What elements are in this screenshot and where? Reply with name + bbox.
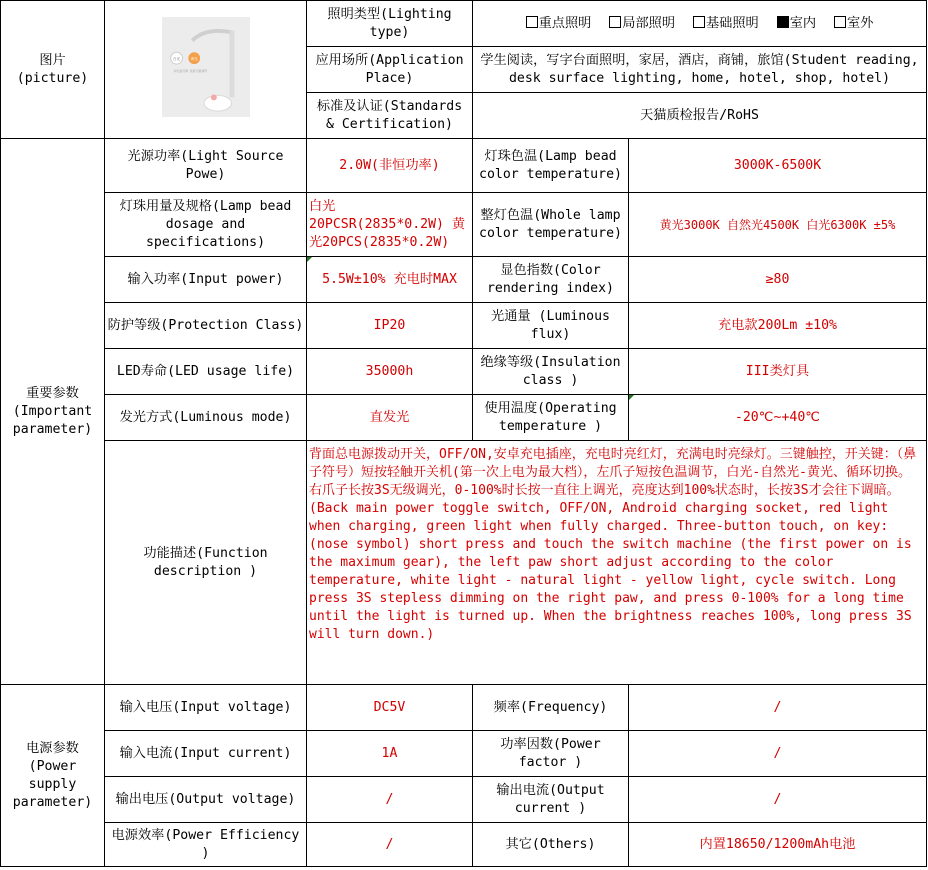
param-label: 绝缘等级(Insulation class ) [473, 349, 629, 395]
param-value: / [307, 823, 473, 867]
param-label: 防护等级(Protection Class) [105, 303, 307, 349]
param-value: / [307, 777, 473, 823]
checkbox-checked-icon [777, 16, 789, 28]
lighting-option[interactable]: 重点照明 [526, 16, 592, 31]
param-label: 频率(Frequency) [473, 685, 629, 731]
function-description: 背面总电源拨动开关，OFF/ON,安卓充电插座，充电时亮红灯，充满电时亮绿灯。三键触控，开关键：（鼻子符号）短按轻触开关机(第一次上电为最大档），左爪子短按色温调节，白光-自然光-黄光、循环切换。 右爪子长按3S无级调光，0-100%时长按一直往上调光，亮度达到100%状态时，长按3S才会往下调暗。(Back main power toggle switch, OFF/ON, Android charging socket, red light when charging, green light when fully charged. Three-button touch, on key: (nose symbol) short press and touch the switch machine (the first power on is the maximum gear), the left paw short adjust according to the color temperature, white light - natural light - yellow light, cycle switch. Long press 3S stepless dimming on the right paw, and press 0-100% for a long time until the light is turned up. When the brightness reaches 100%, long press 3S will turn down.) [307, 441, 927, 685]
cell-marker-icon [307, 257, 312, 262]
checkbox-icon [609, 16, 621, 28]
param-label: 灯珠色温(Lamp bead color temperature) [473, 139, 629, 193]
param-value: IP20 [307, 303, 473, 349]
param-label: 使用温度(Operating temperature ) [473, 395, 629, 441]
cell-marker-icon [629, 395, 634, 400]
photo-badge-right: 黄光 [190, 56, 198, 61]
param-value: / [629, 777, 927, 823]
param-value: 内置18650/1200mAh电池 [629, 823, 927, 867]
checkbox-icon [834, 16, 846, 28]
param-value: -20℃~+40℃ [629, 395, 927, 441]
lighting-option[interactable]: 基础照明 [693, 16, 759, 31]
param-label: 输出电压(Output voltage) [105, 777, 307, 823]
param-value: 白光 20PCSR(2835*0.2W) 黄光20PCS(2835*0.2W) [307, 193, 473, 257]
product-photo-cell [105, 1, 307, 139]
application-label: 应用场所(Application Place) [307, 47, 473, 93]
param-label: 输出电流(Output current ) [473, 777, 629, 823]
param-value: 1A [307, 731, 473, 777]
param-value: 黄光3000K 自然光4500K 白光6300K ±5% [629, 193, 927, 257]
param-value: III类灯具 [629, 349, 927, 395]
param-value: 2.0W(非恒功率) [307, 139, 473, 193]
param-label: 电源效率(Power Efficiency ) [105, 823, 307, 867]
standards-label: 标准及认证(Standards & Certification) [307, 93, 473, 139]
param-label: 输入电压(Input voltage) [105, 685, 307, 731]
param-label: 灯珠用量及规格(Lamp bead dosage and specifications) [105, 193, 307, 257]
param-value: 5.5W±10% 充电时MAX [307, 257, 473, 303]
lighting-option[interactable]: 室外 [834, 16, 873, 31]
param-label: 发光方式(Luminous mode) [105, 395, 307, 441]
function-label: 功能描述(Function description ) [105, 441, 307, 685]
param-label: 输入功率(Input power) [105, 257, 307, 303]
param-value: / [629, 731, 927, 777]
picture-label: 图片 (picture) [1, 1, 105, 139]
param-label: 其它(Others) [473, 823, 629, 867]
lighting-type-label: 照明类型(Lighting type) [307, 1, 473, 47]
photo-badge-left: 白光 [172, 56, 180, 61]
param-label: 显色指数(Color rendering index) [473, 257, 629, 303]
param-label: 光通量 (Luminous flux) [473, 303, 629, 349]
power-section-label: 电源参数 (Power supply parameter) [1, 685, 105, 867]
product-photo [162, 17, 250, 117]
application-value: 学生阅读，写字台面照明，家居，酒店，商铺，旅馆(Student reading, desk surface lighting, home, hotel, shop, hotel) [473, 47, 927, 93]
lighting-option[interactable]: 室内 [777, 16, 816, 31]
param-value: 直发光 [307, 395, 473, 441]
standards-value: 天猫质检报告/RoHS [473, 93, 927, 139]
param-label: LED寿命(LED usage life) [105, 349, 307, 395]
lighting-type-options [473, 1, 927, 47]
param-label: 输入电流(Input current) [105, 731, 307, 777]
param-value: DC5V [307, 685, 473, 731]
param-label: 整灯色温(Whole lamp color temperature) [473, 193, 629, 257]
lighting-option[interactable]: 局部照明 [609, 16, 675, 31]
param-value: ≥80 [629, 257, 927, 303]
checkbox-icon [693, 16, 705, 28]
param-value: / [629, 685, 927, 731]
param-value: 充电款200Lm ±10% [629, 303, 927, 349]
param-label: 光源功率(Light Source Powe) [105, 139, 307, 193]
photo-caption: 多色温可调 亮度无极调节 [172, 68, 207, 73]
important-section-label: 重要参数 (Important parameter) [1, 139, 105, 685]
param-value: 3000K-6500K [629, 139, 927, 193]
param-value: 35000h [307, 349, 473, 395]
param-label: 功率因数(Power factor ) [473, 731, 629, 777]
checkbox-icon [526, 16, 538, 28]
